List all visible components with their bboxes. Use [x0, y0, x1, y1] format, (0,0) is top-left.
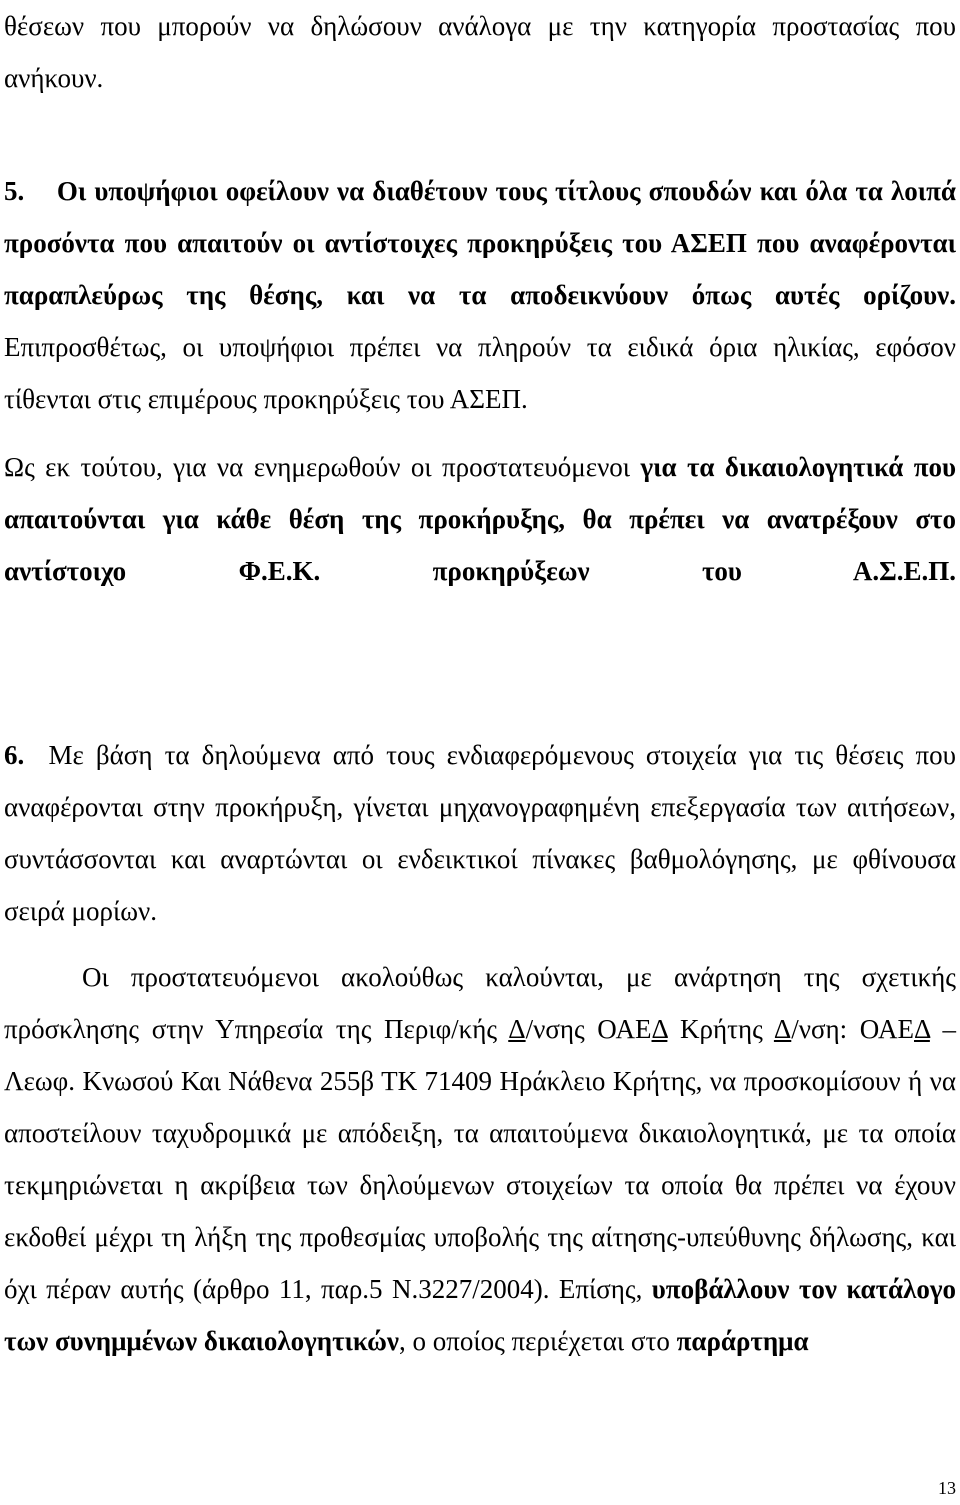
- page-number: 13: [938, 1478, 956, 1498]
- item-5-bold-text: Οι υποψήφιοι οφείλουν να διαθέτουν τους τίτλους σπουδών και όλα τα λοιπά προσόντα που απαιτούν οι αντίστοιχες προκηρύξεις του ΑΣΕΠ που αναφέρονται παραπλεύρως της θέσης, και να τα αποδεικνύουν όπως αυτές ορίζουν.: [4, 176, 957, 310]
- item-5-info-bold-text: για τα δικαιολογητικά που απαιτούνται για κάθε θέση της προκήρυξης, θα πρέπει να ανατρέξουν στο αντίστοιχο Φ.Ε.Κ. προκηρύξεων του Α.Σ.Ε.Π.: [4, 452, 956, 586]
- call-underlined-delta-3: Δ: [773, 1014, 792, 1044]
- call-bold-appendix: παράρτημα: [676, 1326, 809, 1356]
- document-page: [4, 0, 956, 1505]
- paragraph-top-fragment: [4, 0, 956, 104]
- item-6-text: Με βάση τα δηλούμενα από τους ενδιαφερόμενους στοιχεία για τις θέσεις που αναφέρονται στην προκήρυξη, γίνεται μηχανογραφημένη επεξεργασία των αιτήσεων, συντάσσονται και αναρτώνται οι ενδεικτικοί πίνακες βαθμολόγησης, με φθίνουσα σειρά μορίων.: [4, 740, 956, 926]
- call-underlined-delta-4: Δ: [914, 1014, 930, 1044]
- paragraph-item-6: [4, 729, 956, 937]
- call-text-e: – Λεωφ. Κνωσού Και Νάθενα 255β ΤΚ 71409 Ηράκλειο Κρήτης, να προσκομίσουν ή να αποστείλουν ταχυδρομικά με απόδειξη, τα απαιτούμενα δικαιολογητικά, με τα οποία τεκμηριώνεται η ακρίβεια των δηλούμενων στοιχείων τα οποία θα πρέπει να έχουν εκδοθεί μέχρι τη λήξη της προθεσμίας υποβολής της αίτησης-υπεύθυνης δήλωσης, και όχι πέραν αυτής (άρθρο 11, παρ.5 Ν.3227/2004). Επίσης,: [4, 1014, 956, 1304]
- paragraph-item-5-info: [4, 441, 956, 649]
- call-bold-catalogue: υποβάλλουν τον κατάλογο των συνημμένων δικαιολογητικών: [4, 1274, 957, 1356]
- call-underlined-delta-1: Δ: [508, 1014, 526, 1044]
- call-text-f: , ο οποίος περιέχεται στο: [398, 1326, 670, 1356]
- call-text-c: Κρήτης: [667, 1014, 774, 1044]
- item-5-normal-text: Επιπροσθέτως, οι υποψήφιοι πρέπει να πληρούν τα ειδικά όρια ηλικίας, εφόσον τίθενται στις επιμέρους προκηρύξεις του ΑΣΕΠ.: [4, 332, 956, 414]
- call-text-d: /νση: ΟΑΕ: [791, 1014, 914, 1044]
- paragraph-item-5: [4, 165, 956, 425]
- top-fragment-text: θέσεων που μπορούν να δηλώσουν ανάλογα με την κατηγορία προστασίας που ανήκουν.: [4, 11, 956, 93]
- item-6-number: 6.: [4, 740, 25, 770]
- item-5-number: 5.: [4, 176, 25, 206]
- call-text-a: Οι προστατευόμενοι ακολούθως καλούνται, με ανάρτηση της σχετικής πρόσκλησης στην Υπηρεσία της Περιφ/κής: [4, 962, 956, 1044]
- call-text-b: /νσης ΟΑΕ: [525, 1014, 652, 1044]
- paragraph-item-6-call: [4, 951, 956, 1367]
- call-underlined-delta-2: Δ: [651, 1014, 668, 1044]
- item-5-info-normal-text: Ως εκ τούτου, για να ενημερωθούν οι προστατευόμενοι: [4, 452, 631, 482]
